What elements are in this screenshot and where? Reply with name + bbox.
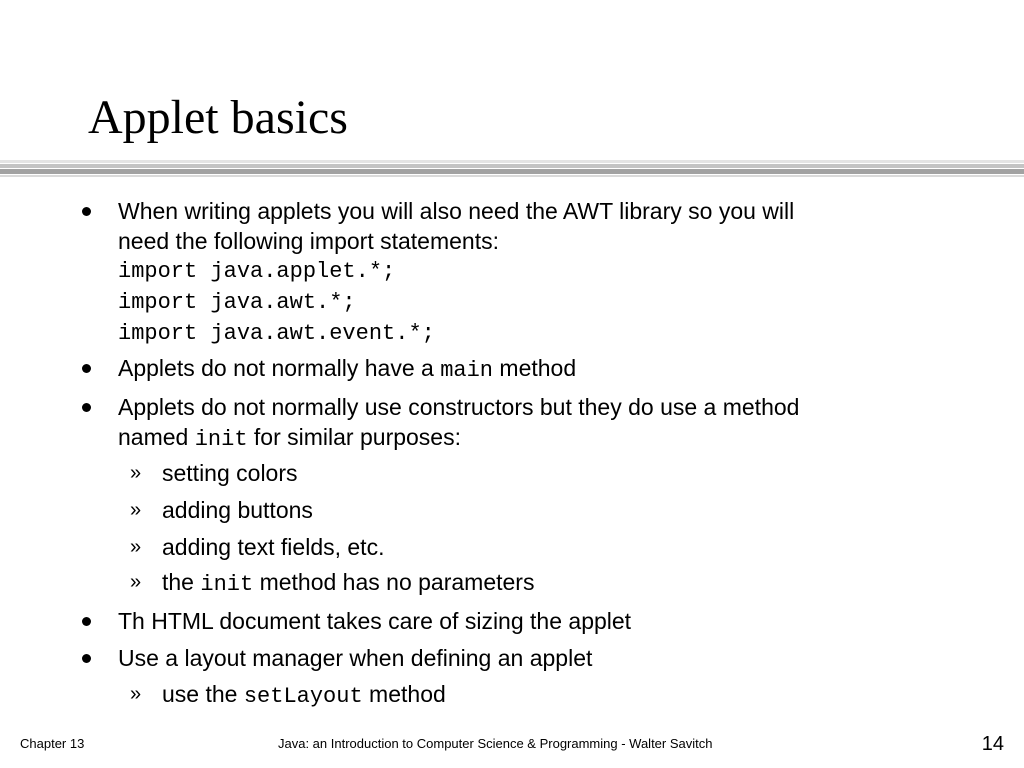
bullet-item-html-sizing: Th HTML document takes care of sizing the applet [118, 608, 632, 634]
inline-code-init: init [194, 427, 248, 452]
sub-item-text: use the [162, 681, 244, 707]
inline-code-main: main [440, 358, 494, 383]
title-divider-line [0, 169, 1024, 174]
inline-code-init: init [200, 572, 254, 597]
bullet-dot-icon [82, 617, 91, 626]
sub-item-setting-colors: setting colors [162, 460, 298, 486]
bullet-item-no-main [118, 353, 576, 386]
sub-bullet-marker-icon: » [130, 571, 142, 593]
sub-bullet-marker-icon: » [130, 499, 142, 521]
sub-bullet-marker-icon: » [130, 462, 142, 484]
bullet-item-init-method [118, 392, 799, 455]
bullet-dot-icon [82, 654, 91, 663]
bullet-text: method [493, 355, 577, 381]
slide-title: Applet basics [88, 91, 348, 144]
sub-item-init-no-parameters [162, 567, 534, 600]
inline-code-setlayout: setLayout [243, 684, 363, 709]
bullet-item-layout-manager: Use a layout manager when defining an applet [118, 645, 593, 671]
bullet-text: for similar purposes: [247, 424, 461, 450]
bullet-text-line: need the following import statements: [118, 228, 499, 254]
bullet-text-line: When writing applets you will also need the AWT library so you will [118, 198, 795, 224]
page-number: 14 [981, 733, 1004, 755]
sub-item-text: method has no parameters [253, 569, 535, 595]
code-line: import java.awt.*; [118, 290, 356, 315]
footer-chapter: Chapter 13 [20, 736, 85, 751]
bullet-dot-icon [82, 207, 91, 216]
bullet-text: named [118, 424, 195, 450]
bullet-dot-icon [82, 403, 91, 412]
code-line: import java.applet.*; [118, 259, 396, 284]
sub-item-adding-buttons: adding buttons [162, 497, 313, 523]
bullet-text: Applets do not normally have a [118, 355, 441, 381]
bullet-item-awt-imports [118, 196, 794, 349]
sub-bullet-marker-icon: » [130, 536, 142, 558]
sub-item-adding-text-fields: adding text fields, etc. [162, 534, 385, 560]
footer-book-title: Java: an Introduction to Computer Science & Programming - Walter Savitch [278, 736, 713, 751]
title-divider-line [0, 175, 1024, 177]
sub-item-text: the [162, 569, 201, 595]
bullet-dot-icon [82, 364, 91, 373]
title-divider-line [0, 164, 1024, 168]
sub-item-text: method [362, 681, 446, 707]
title-divider-line [0, 160, 1024, 163]
code-line: import java.awt.event.*; [118, 321, 435, 346]
sub-item-set-layout [162, 679, 446, 712]
sub-bullet-marker-icon: » [130, 683, 142, 705]
bullet-text-line [118, 422, 799, 455]
bullet-text-line: Applets do not normally use constructors but they do use a method [118, 394, 800, 420]
